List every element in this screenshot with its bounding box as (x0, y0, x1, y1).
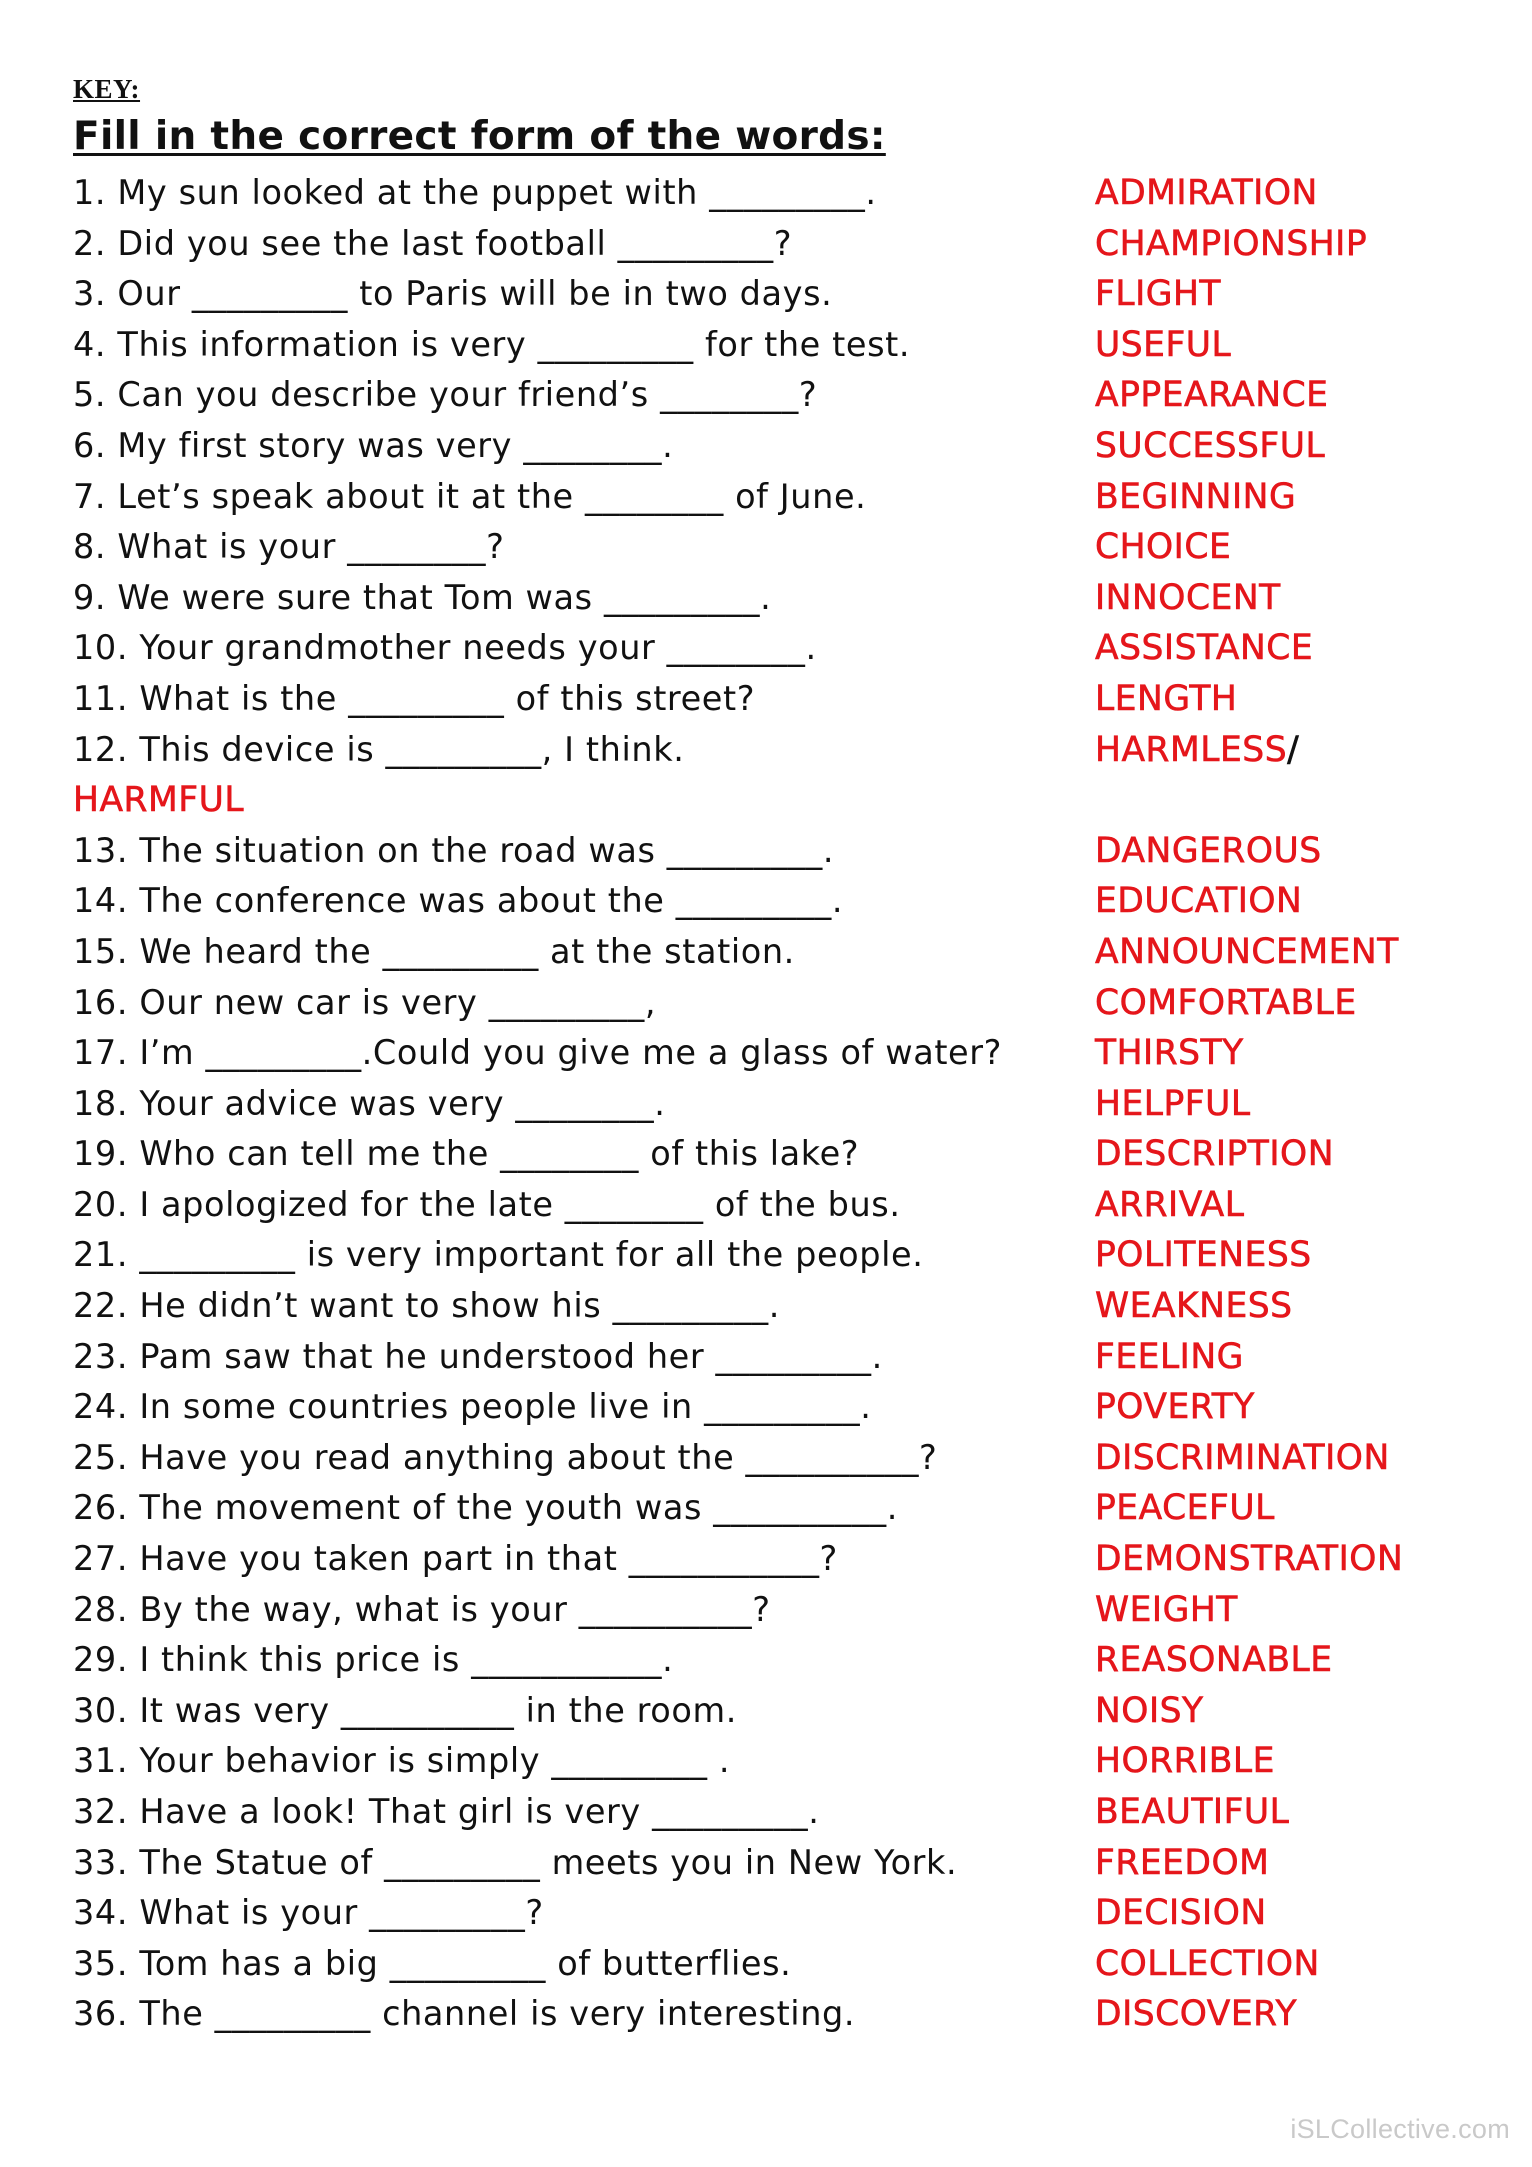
exercise-sentence: 2. Did you see the last football _________? (73, 223, 793, 263)
answer-continuation-row (73, 775, 1493, 826)
answer-word-text: COMFORTABLE (1095, 982, 1357, 1023)
key-label: KEY: (73, 74, 141, 104)
exercise-row (73, 927, 1493, 978)
answer-word (1095, 927, 1399, 978)
exercise-sentence: 30. It was very __________ in the room. (73, 1690, 737, 1730)
exercise-sentence: 21. _________ is very important for all the people. (73, 1235, 924, 1275)
exercise-row (73, 573, 1493, 624)
answer-word-text: BEAUTIFUL (1095, 1792, 1290, 1832)
answer-word-text: USEFUL (1095, 324, 1232, 365)
exercise-sentence: 36. The _________ channel is very interesting. (73, 1994, 856, 2034)
answer-word (1095, 623, 1313, 674)
exercise-sentence: 9. We were sure that Tom was _________. (73, 577, 772, 617)
answer-word (1095, 1483, 1275, 1534)
exercise-row (73, 1686, 1493, 1737)
answer-word (1095, 978, 1357, 1029)
answer-word-text: COLLECTION (1095, 1943, 1320, 1984)
exercise-row (73, 472, 1493, 523)
answer-word-text: POVERTY (1095, 1387, 1255, 1428)
exercise-list (73, 168, 1493, 2040)
exercise-sentence: 20. I apologized for the late ________ of the bus. (73, 1184, 901, 1224)
exercise-sentence: 11. What is the _________ of this street? (73, 678, 756, 718)
exercise-row (73, 623, 1493, 674)
answer-word (1095, 1230, 1312, 1281)
answer-word-text: DISCRIMINATION (1095, 1437, 1390, 1478)
answer-word (1095, 674, 1237, 725)
exercise-sentence: 35. Tom has a big _________ of butterflies. (73, 1943, 792, 1983)
exercise-row (73, 1382, 1493, 1433)
answer-word (1095, 876, 1302, 927)
site-watermark: iSLCollective.com (1290, 2114, 1510, 2144)
answer-word (1095, 219, 1367, 270)
answer-separator: / (1287, 729, 1300, 770)
answer-word (1095, 168, 1318, 219)
exercise-sentence: 18. Your advice was very ________. (73, 1083, 666, 1123)
answer-word (1095, 370, 1328, 421)
exercise-sentence: 34. What is your _________? (73, 1893, 544, 1933)
exercise-row (73, 1180, 1493, 1231)
answer-word-text: FEELING (1095, 1336, 1244, 1377)
exercise-row (73, 522, 1493, 573)
exercise-row (73, 1838, 1493, 1889)
answer-word (1095, 1534, 1403, 1585)
answer-word (1095, 1888, 1267, 1939)
answer-word-text: HELPFUL (1095, 1083, 1251, 1124)
answer-word (1095, 1635, 1333, 1686)
exercise-row (73, 1787, 1493, 1838)
exercise-sentence: 19. Who can tell me the ________ of this lake? (73, 1134, 860, 1174)
exercise-row (73, 421, 1493, 472)
answer-word (1095, 1281, 1293, 1332)
exercise-row (73, 1585, 1493, 1636)
answer-word-text: PEACEFUL (1095, 1488, 1275, 1529)
exercise-sentence: 6. My first story was very ________. (73, 425, 674, 465)
answer-word-text: DEMONSTRATION (1095, 1539, 1404, 1580)
answer-word (1095, 725, 1299, 776)
exercise-sentence: 28. By the way, what is your __________? (73, 1589, 771, 1629)
exercise-row (73, 1332, 1493, 1383)
answer-word-text: HORRIBLE (1095, 1741, 1275, 1782)
exercise-sentence: 12. This device is _________, I think. (73, 729, 685, 769)
answer-word (1095, 1787, 1289, 1838)
answer-word-text: THIRSTY (1095, 1033, 1244, 1074)
answer-word-text: HARMLESS (1095, 729, 1288, 770)
answer-word (1095, 1079, 1251, 1130)
answer-word-text: ANNOUNCEMENT (1095, 931, 1399, 972)
exercise-row (73, 1736, 1493, 1787)
answer-word-text: APPEARANCE (1095, 375, 1329, 416)
exercise-row (73, 219, 1493, 270)
exercise-row (73, 269, 1493, 320)
exercise-sentence: 5. Can you describe your friend’s ________? (73, 375, 818, 415)
answer-word-text: BEGINNING (1095, 476, 1297, 517)
exercise-sentence: 17. I’m _________.Could you give me a glass of water? (73, 1033, 1003, 1073)
answer-word (1095, 472, 1296, 523)
exercise-row (73, 1534, 1493, 1585)
exercise-row (73, 370, 1493, 421)
answer-word-text: ASSISTANCE (1095, 628, 1314, 669)
answer-word-text: EDUCATION (1095, 881, 1303, 922)
exercise-row (73, 725, 1493, 776)
exercise-sentence: 29. I think this price is ___________. (73, 1640, 674, 1680)
answer-word (1095, 522, 1231, 573)
answer-word (1095, 826, 1322, 877)
answer-word-text: FREEDOM (1095, 1842, 1270, 1883)
answer-word (1095, 1736, 1275, 1787)
answer-word (1095, 421, 1325, 472)
answer-word (1095, 1686, 1204, 1737)
exercise-sentence: 7. Let’s speak about it at the ________ of June. (73, 476, 867, 516)
answer-word-text: LENGTH (1095, 678, 1238, 719)
exercise-sentence: 3. Our _________ to Paris will be in two days. (73, 274, 833, 314)
exercise-row (73, 1230, 1493, 1281)
exercise-sentence: 22. He didn’t want to show his _________. (73, 1286, 780, 1326)
answer-word (1095, 1939, 1320, 1990)
answer-word (1095, 269, 1221, 320)
answer-word-text: REASONABLE (1095, 1640, 1333, 1681)
exercise-row (73, 1281, 1493, 1332)
exercise-sentence: 24. In some countries people live in _________. (73, 1387, 872, 1427)
answer-word (1095, 1028, 1244, 1079)
exercise-row (73, 1028, 1493, 1079)
exercise-sentence: 13. The situation on the road was _________. (73, 830, 835, 870)
answer-word-text: INNOCENT (1095, 577, 1281, 618)
exercise-sentence: 32. Have a look! That girl is very _________. (73, 1792, 820, 1831)
exercise-row (73, 1888, 1493, 1939)
exercise-row (73, 978, 1493, 1029)
answer-word (1095, 1838, 1269, 1889)
answer-word-text: WEIGHT (1095, 1589, 1238, 1630)
exercise-sentence: 25. Have you read anything about the __________? (73, 1437, 938, 1477)
exercise-sentence: 33. The Statue of _________ meets you in New York. (73, 1842, 958, 1882)
answer-word (1095, 1989, 1297, 2040)
exercise-sentence: 14. The conference was about the _________. (73, 881, 844, 921)
exercise-row (73, 1635, 1493, 1686)
answer-word (1095, 320, 1231, 371)
exercise-row (73, 876, 1493, 927)
answer-word-text: FLIGHT (1095, 274, 1221, 315)
answer-word-text: ADMIRATION (1095, 173, 1318, 213)
worksheet-heading: Fill in the correct form of the words: (73, 114, 886, 159)
answer-word-text: DISCOVERY (1095, 1994, 1298, 2035)
answer-word-text: NOISY (1095, 1690, 1204, 1731)
answer-word (1095, 1332, 1244, 1383)
exercise-row (73, 1129, 1493, 1180)
exercise-row (73, 1433, 1493, 1484)
answer-word-text: DECISION (1095, 1893, 1267, 1934)
exercise-sentence: 4. This information is very _________ for the test. (73, 324, 911, 364)
exercise-sentence: 15. We heard the _________ at the station. (73, 931, 795, 971)
exercise-row (73, 674, 1493, 725)
exercise-row (73, 826, 1493, 877)
exercise-sentence: 16. Our new car is very _________, (73, 982, 657, 1022)
exercise-row (73, 168, 1493, 219)
exercise-row (73, 320, 1493, 371)
exercise-sentence: 1. My sun looked at the puppet with _________. (73, 173, 877, 212)
exercise-sentence: 8. What is your ________? (73, 527, 505, 567)
answer-word-text: ARRIVAL (1095, 1184, 1245, 1225)
exercise-sentence: 31. Your behavior is simply _________ . (73, 1741, 731, 1781)
answer-word-text: DANGEROUS (1095, 830, 1322, 871)
exercise-row (73, 1989, 1493, 2040)
exercise-sentence: 26. The movement of the youth was __________. (73, 1488, 899, 1528)
answer-word-text: CHOICE (1095, 527, 1232, 568)
answer-word-text: DESCRIPTION (1095, 1134, 1335, 1175)
answer-word (1095, 1129, 1334, 1180)
answer-word (1095, 1382, 1255, 1433)
answer-word (1095, 1585, 1238, 1636)
answer-word-text: SUCCESSFUL (1095, 425, 1326, 466)
answer-word-text: WEAKNESS (1095, 1286, 1293, 1327)
exercise-sentence: 10. Your grandmother needs your ________. (73, 628, 817, 668)
exercise-sentence: 27. Have you taken part in that ___________? (73, 1539, 838, 1579)
answer-word-continuation: HARMFUL (73, 780, 245, 821)
answer-word (1095, 1180, 1244, 1231)
exercise-row (73, 1079, 1493, 1130)
answer-word-text: POLITENESS (1095, 1235, 1312, 1276)
exercise-row (73, 1483, 1493, 1534)
answer-word (1095, 573, 1281, 624)
exercise-row (73, 1939, 1493, 1990)
answer-word (1095, 1433, 1390, 1484)
answer-word-text: CHAMPIONSHIP (1095, 223, 1368, 264)
exercise-sentence: 23. Pam saw that he understood her _________. (73, 1336, 883, 1376)
